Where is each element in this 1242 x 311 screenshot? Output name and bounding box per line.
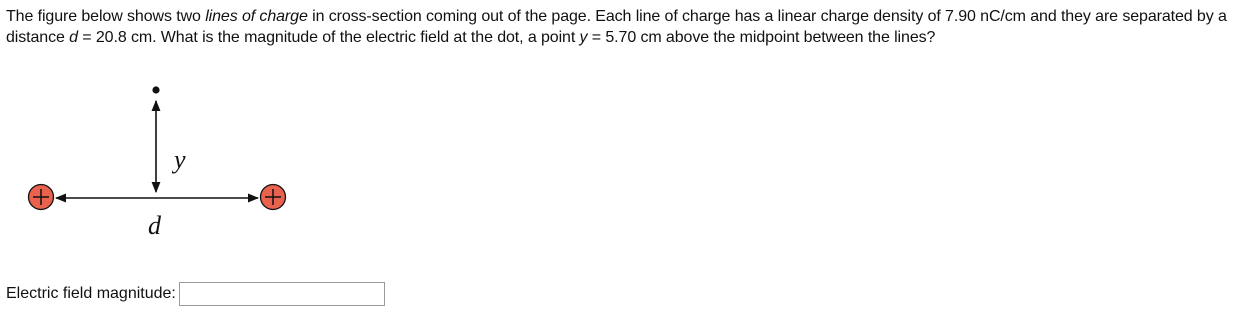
height-label: y [174, 145, 186, 174]
height-variable: y [579, 29, 588, 46]
question-part-3: = 20.8 cm. What is the magnitude of the electric field at the dot, a point [77, 29, 580, 46]
distance-variable: d [69, 29, 78, 46]
question-emphasis: lines of charge [205, 8, 308, 25]
field-point-dot [152, 86, 159, 93]
question-part-1: The figure below shows two [6, 8, 206, 25]
right-positive-charge [261, 185, 286, 210]
answer-row [6, 280, 385, 308]
charge-figure [0, 0, 320, 250]
answer-label: Electric field magnitude: [6, 285, 176, 302]
question-part-4: = 5.70 cm above the midpoint between the lines? [587, 29, 936, 46]
distance-label: d [148, 211, 161, 240]
question-part-2: in cross-section coming out of the page. Each line of charge has a linear charge density of 7.90 nC/cm and they are separated by a distance [6, 8, 1227, 46]
electric-field-input[interactable] [179, 282, 385, 306]
left-positive-charge [29, 185, 54, 210]
